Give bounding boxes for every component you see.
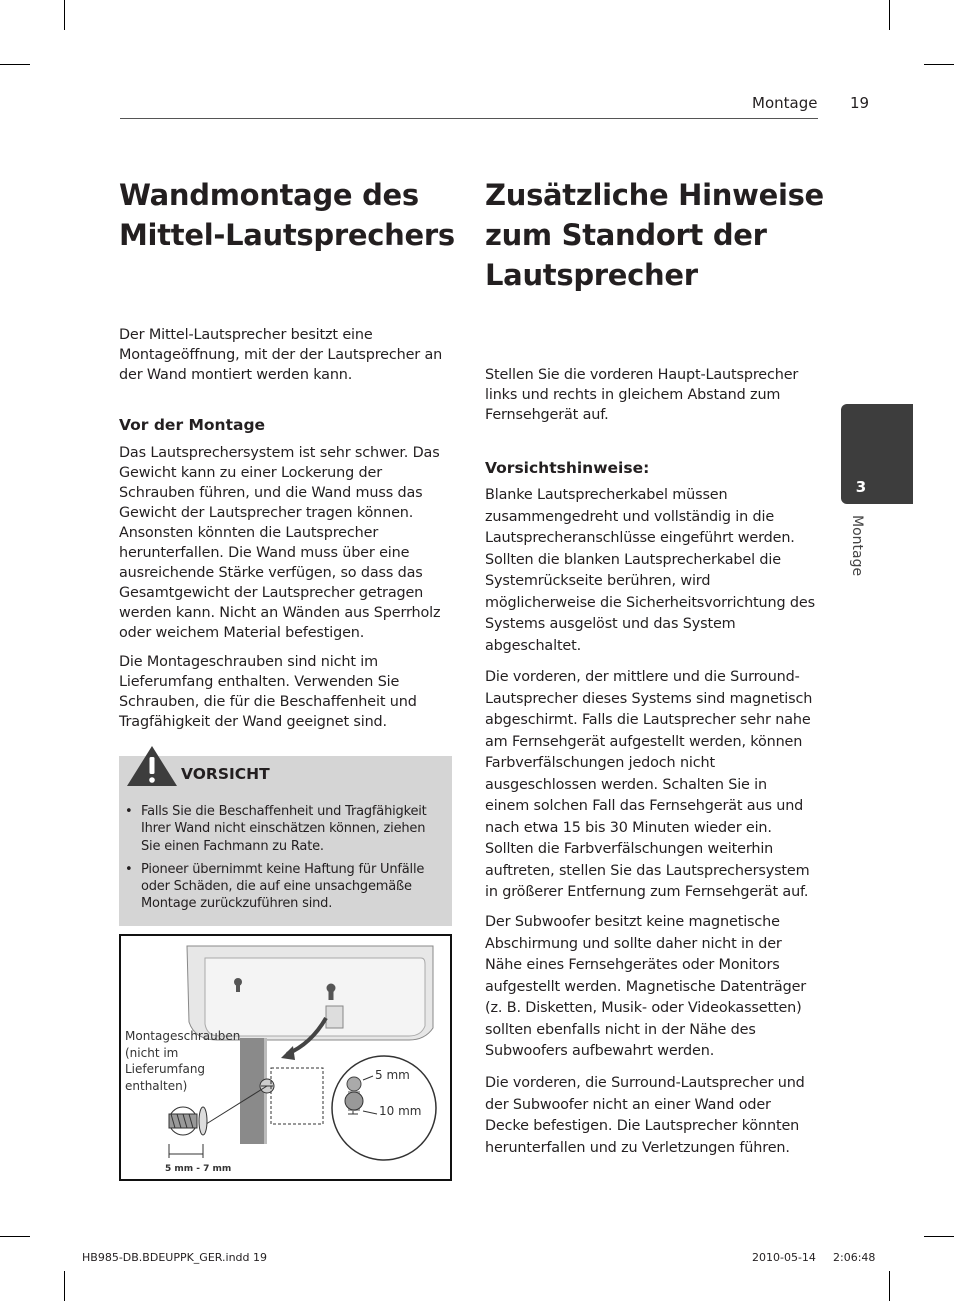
chapter-number: 3: [855, 478, 867, 496]
screws-note: Die Montageschrauben sind nicht im Lieferumfang enthalten. Verwenden Sie Schrauben, die für die Beschaffenheit und Tragfähigkeit der Wand geeignet sind.: [119, 654, 417, 730]
precautions-para-3: Der Subwoofer besitzt keine magnetische Abschirmung und sollte daher nicht in der Nähe eines Fernsehgerätes oder Monitors aufgestellt werden. Magnetische Datenträger (z. B. Disketten, Musik- oder Videokassetten) sollten ebenfalls nicht in der Nähe des Subwoofers aufbewahrt werden.: [485, 914, 807, 1059]
left-intro: Der Mittel-Lautsprecher besitzt eine Montageöffnung, mit der der Lautsprecher an der Wand montiert werden kann.: [119, 327, 443, 383]
header-rule: [120, 118, 818, 119]
crop-mark: [0, 1236, 30, 1237]
warning-icon: [125, 744, 179, 788]
right-intro: Stellen Sie die vorderen Haupt-Lautsprecher links und rechts in gleichem Abstand zum Fernsehgerät auf.: [485, 367, 799, 423]
crop-mark: [924, 1236, 954, 1237]
figure-label-line: Lieferumfang: [125, 1062, 206, 1076]
precautions-para-4: Die vorderen, die Surround-Lautsprecher und der Subwoofer nicht an einer Wand oder Decke befestigen. Die Lautsprecher könnten herunterfallen und zu Verletzungen führen.: [485, 1075, 805, 1156]
crop-mark: [924, 64, 954, 65]
crop-mark: [889, 1271, 890, 1301]
right-title-line: zum Standort der: [485, 218, 767, 252]
figure-label-line: Montageschrauben: [125, 1029, 241, 1043]
dimension-small: 5 mm: [375, 1068, 410, 1082]
left-title-line: Mittel-Lautsprechers: [119, 218, 455, 252]
dimension-screw: 5 mm - 7 mm: [165, 1164, 232, 1174]
caution-item: • Pioneer übernimmt keine Haftung für Unfälle oder Schäden, die auf eine unsachgemäße Montage zurückzuführen sind.: [141, 861, 446, 913]
figure-label: [125, 1028, 240, 1094]
mounting-figure: [119, 934, 452, 1181]
precautions-para-1: Blanke Lautsprecherkabel müssen zusammengedreht und vollständig in die Lautsprecheranschlüsse eingeführt werden. Sollten die blanken Lautsprecherkabel die Systemrückseite berühren, wird möglicherweise die Sicherheitsvorrichtung des Systems ausgelöst und das System abgeschaltet.: [485, 487, 815, 654]
caution-title: VORSICHT: [181, 765, 270, 783]
page-number: 19: [850, 94, 870, 112]
figure-label-line: enthalten): [125, 1078, 188, 1093]
footer-date: 2010-05-14: [752, 1251, 816, 1264]
dimension-large: 10 mm: [379, 1104, 422, 1118]
chapter-label: Montage: [849, 515, 865, 577]
crop-mark: [889, 0, 890, 30]
left-title: [119, 175, 459, 255]
right-title-line: Lautsprecher: [485, 258, 698, 292]
crop-mark: [64, 0, 65, 30]
crop-mark: [0, 64, 30, 65]
precautions-heading: Vorsichtshinweise:: [485, 459, 650, 477]
running-header-section: Montage: [752, 94, 818, 112]
caution-item: • Falls Sie die Beschaffenheit und Tragfähigkeit Ihrer Wand nicht einschätzen können, ziehen Sie einen Fachmann zu Rate.: [141, 803, 446, 855]
precautions-para-2: Die vorderen, der mittlere und die Surround-Lautsprecher dieses Systems sind magnetisch abgeschirmt. Falls die Lautsprecher sehr nahe am Fernsehgerät aufgestellt werden, können Farbverfälschungen jedoch nicht ausgeschlossen werden. Schalten Sie in einem solchen Fall das Fernsehgerät aus und nach etwa 15 bis 30 Minuten wieder ein. Sollten die Farbverfälschungen weiterhin auftreten, stellen Sie das Lautsprechersystem in größerer Entfernung zum Fernsehgerät auf.: [485, 669, 813, 900]
before-mounting-heading: Vor der Montage: [119, 416, 266, 434]
crop-mark: [64, 1271, 65, 1301]
footer-file: HB985-DB.BDEUPPK_GER.indd 19: [82, 1251, 268, 1264]
right-title: [485, 175, 825, 295]
before-mounting-text: Das Lautsprechersystem ist sehr schwer. Das Gewicht kann zu einer Lockerung der Schrauben führen, und die Wand muss das Gewicht der Lautsprecher tragen können. Ansonsten könnten die Lautsprecher herunterfallen. Die Wand muss über eine ausreichende Stärke verfügen, so dass das Gesamtgewicht der Lautsprecher getragen werden kann. Nicht an Wänden aus Sperrholz oder weichem Material befestigen.: [119, 445, 441, 641]
right-title-line: Zusätzliche Hinweise: [485, 178, 824, 212]
caution-list: [119, 803, 452, 919]
caution-box: [119, 756, 452, 926]
figure-label-line: (nicht im: [125, 1045, 179, 1060]
footer-time: 2:06:48: [833, 1251, 876, 1264]
left-title-line: Wandmontage des: [119, 178, 419, 212]
